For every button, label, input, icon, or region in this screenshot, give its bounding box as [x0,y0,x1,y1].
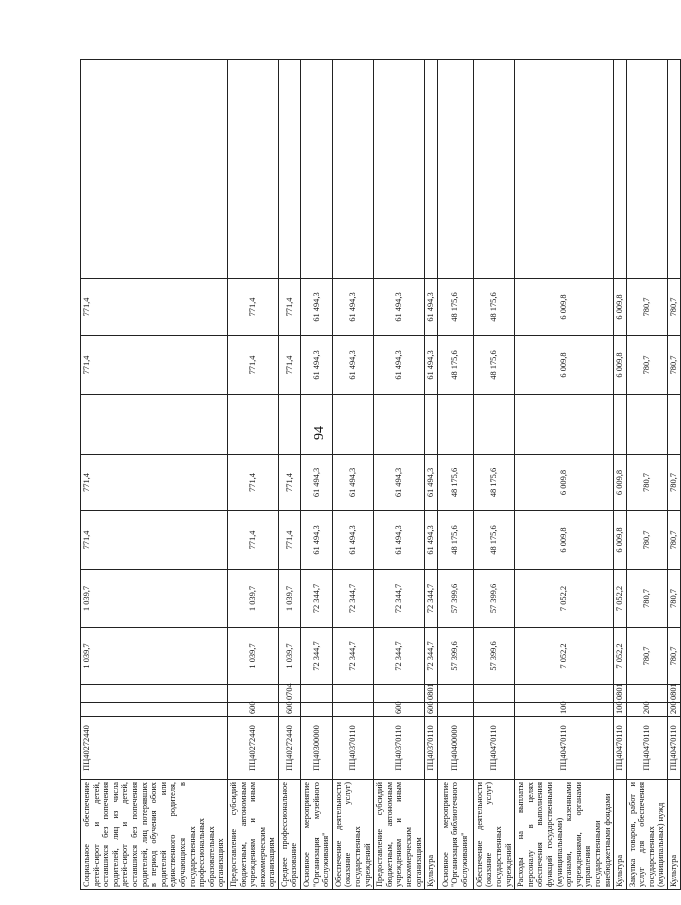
amount-2-cell: 780,7 [668,570,681,628]
expense-type-cell: 100 [515,703,614,717]
amount-4-cell: 6 009,8 [515,455,614,511]
amount-7-cell: 780,7 [668,279,681,336]
amount-3-cell: 61 494,3 [374,511,425,570]
amount-7-cell: 48 175,6 [437,279,473,336]
amount-3-cell: 771,4 [278,511,300,570]
target-code-cell: ПЦ40370110 [425,717,438,780]
target-code-cell: ПЦ40470110 [515,717,614,780]
amount-5-cell [81,395,228,455]
expense-type-cell [473,703,514,717]
page-number: 94 [312,426,327,440]
amount-8-cell [626,60,667,279]
target-code-cell: ПЦ40272440 [227,717,278,780]
amount-3-cell: 48 175,6 [437,511,473,570]
amount-1-cell: 7 052,2 [614,628,627,685]
amount-1-cell: 72 344,7 [374,628,425,685]
amount-4-cell: 6 009,8 [614,455,627,511]
amount-8-cell [425,60,438,279]
target-code-cell: ПЦ40300000 [301,717,333,780]
row-name-cell: Закупка товаров, работ и услуг для обеспечения государственных (муниципальных) нужд [626,780,667,890]
amount-3-cell: 6 009,8 [515,511,614,570]
amount-5-cell [332,395,373,455]
table-body [81,60,681,890]
table-row [473,60,514,890]
amount-4-cell: 61 494,3 [374,455,425,511]
target-code-cell: ПЦ40272440 [278,717,300,780]
amount-8-cell [227,60,278,279]
amount-3-cell: 780,7 [668,511,681,570]
amount-7-cell: 780,7 [626,279,667,336]
expense-type-cell: 600 [374,703,425,717]
rotated-table-container [80,60,679,890]
expense-type-cell: 100 [614,703,627,717]
amount-2-cell: 57 399,6 [473,570,514,628]
amount-8-cell [278,60,300,279]
section-code-cell [227,685,278,703]
expense-type-cell: 200 [626,703,667,717]
row-name-cell: Предоставление субсидий бюджетным, автономным учреждениям и иным некоммерческим организациям [374,780,425,890]
amount-3-cell: 61 494,3 [301,511,333,570]
amount-8-cell [301,60,333,279]
amount-7-cell: 61 494,3 [332,279,373,336]
amount-8-cell [332,60,373,279]
amount-7-cell: 48 175,6 [473,279,514,336]
amount-6-cell: 48 175,6 [473,336,514,395]
amount-2-cell: 7 052,2 [515,570,614,628]
amount-8-cell [668,60,681,279]
amount-7-cell: 61 494,3 [425,279,438,336]
amount-5-cell [301,395,333,455]
amount-5-cell [227,395,278,455]
section-code-cell [81,685,228,703]
table-row [515,60,614,890]
amount-6-cell: 780,7 [668,336,681,395]
row-name-cell: Культура [668,780,681,890]
amount-8-cell [81,60,228,279]
section-code-cell: 0801 [425,685,438,703]
amount-4-cell: 771,4 [227,455,278,511]
expense-type-cell [437,703,473,717]
amount-3-cell: 61 494,3 [332,511,373,570]
amount-4-cell: 48 175,6 [473,455,514,511]
amount-3-cell: 48 175,6 [473,511,514,570]
target-code-cell: ПЦ40470110 [668,717,681,780]
row-name-cell: Основное мероприятие "Организация библиотечного обслуживания" [437,780,473,890]
section-code-cell [301,685,333,703]
amount-6-cell: 48 175,6 [437,336,473,395]
amount-5-cell [515,395,614,455]
amount-6-cell: 6 009,8 [515,336,614,395]
budget-table [80,59,681,890]
expense-type-cell: 200 [668,703,681,717]
amount-6-cell: 61 494,3 [374,336,425,395]
amount-1-cell: 57 399,6 [437,628,473,685]
amount-7-cell: 6 009,8 [614,279,627,336]
amount-2-cell: 72 344,7 [301,570,333,628]
amount-6-cell: 61 494,3 [332,336,373,395]
amount-8-cell [614,60,627,279]
section-code-cell [437,685,473,703]
amount-3-cell: 771,4 [81,511,228,570]
section-code-cell [374,685,425,703]
amount-4-cell: 771,4 [278,455,300,511]
amount-8-cell [437,60,473,279]
section-code-cell [515,685,614,703]
table-row [668,60,681,890]
amount-7-cell: 771,4 [278,279,300,336]
row-name-cell: Расходы на выплаты персоналу в целях обеспечения выполнения функций государственными (муниципальными) органами, казенными учреждениями, органами управления государственными внебюджетными фондами [515,780,614,890]
table-row [278,60,300,890]
section-code-cell: 0704 [278,685,300,703]
row-name-cell: Культура [425,780,438,890]
table-row [332,60,373,890]
expense-type-cell [301,703,333,717]
amount-6-cell: 6 009,8 [614,336,627,395]
row-name-cell: Основное мероприятие "Организация музейного обслуживания" [301,780,333,890]
expense-type-cell [81,703,228,717]
expense-type-cell: 600 [425,703,438,717]
amount-7-cell: 771,4 [81,279,228,336]
amount-8-cell [473,60,514,279]
table-row [227,60,278,890]
amount-5-cell [278,395,300,455]
target-code-cell: ПЦ40370110 [374,717,425,780]
amount-4-cell: 61 494,3 [332,455,373,511]
amount-5-cell [437,395,473,455]
target-code-cell: ПЦ40470110 [473,717,514,780]
row-name-cell: Предоставление субсидий бюджетным, автономным учреждениям и иным некоммерческим организациям [227,780,278,890]
amount-7-cell: 61 494,3 [374,279,425,336]
section-code-cell [332,685,373,703]
section-code-cell: 0801 [614,685,627,703]
amount-4-cell: 48 175,6 [437,455,473,511]
target-code-cell: ПЦ40370110 [332,717,373,780]
amount-7-cell: 6 009,8 [515,279,614,336]
amount-3-cell: 6 009,8 [614,511,627,570]
amount-5-cell [614,395,627,455]
amount-8-cell [374,60,425,279]
amount-1-cell: 57 399,6 [473,628,514,685]
row-name-cell: Обеспечение деятельности (оказание услуг) государственных учреждений [332,780,373,890]
target-code-cell: ПЦ40400000 [437,717,473,780]
amount-4-cell: 61 494,3 [301,455,333,511]
amount-4-cell: 780,7 [668,455,681,511]
row-name-cell: Среднее профессиональное образование [278,780,300,890]
section-code-cell: 0801 [668,685,681,703]
amount-2-cell: 72 344,7 [332,570,373,628]
amount-6-cell: 61 494,3 [301,336,333,395]
amount-1-cell: 780,7 [668,628,681,685]
amount-6-cell: 771,4 [227,336,278,395]
row-name-cell: Культура [614,780,627,890]
row-name-cell: Обеспечение деятельности (оказание услуг) государственных учреждений [473,780,514,890]
amount-6-cell: 771,4 [278,336,300,395]
amount-1-cell: 72 344,7 [425,628,438,685]
amount-1-cell: 72 344,7 [301,628,333,685]
expense-type-cell [332,703,373,717]
table-row [614,60,627,890]
amount-2-cell: 72 344,7 [425,570,438,628]
target-code-cell: ПЦ40272440 [81,717,228,780]
amount-2-cell: 1 039,7 [227,570,278,628]
amount-3-cell: 771,4 [227,511,278,570]
amount-4-cell: 771,4 [81,455,228,511]
table-row [301,60,333,890]
amount-1-cell: 72 344,7 [332,628,373,685]
amount-5-cell [425,395,438,455]
amount-2-cell: 1 039,7 [81,570,228,628]
amount-7-cell: 61 494,3 [301,279,333,336]
amount-2-cell: 1 039,7 [278,570,300,628]
table-row [374,60,425,890]
amount-8-cell [515,60,614,279]
amount-2-cell: 7 052,2 [614,570,627,628]
amount-1-cell: 1 039,7 [227,628,278,685]
amount-6-cell: 61 494,3 [425,336,438,395]
amount-1-cell: 7 052,2 [515,628,614,685]
amount-1-cell: 1 039,7 [81,628,228,685]
amount-6-cell: 780,7 [626,336,667,395]
row-name-cell: Социальное обеспечение детей-сирот и детей, оставшихся без попечения родителей, лиц из числа детей-сирот и детей, оставшихся без попечения родителей, лиц потерявших в период обучения обоих родителей или единственного родителя, обучающихся в государственных профессиональных образовательных организациях [81,780,228,890]
expense-type-cell: 600 [227,703,278,717]
amount-3-cell: 780,7 [626,511,667,570]
amount-5-cell [374,395,425,455]
amount-4-cell: 780,7 [626,455,667,511]
amount-2-cell: 780,7 [626,570,667,628]
table-row [425,60,438,890]
amount-1-cell: 780,7 [626,628,667,685]
amount-1-cell: 1 039,7 [278,628,300,685]
expense-type-cell: 600 [278,703,300,717]
amount-7-cell: 771,4 [227,279,278,336]
amount-3-cell: 61 494,3 [425,511,438,570]
table-row [81,60,228,890]
section-code-cell [626,685,667,703]
amount-5-cell [626,395,667,455]
amount-4-cell: 61 494,3 [425,455,438,511]
table-row [626,60,667,890]
table-row [437,60,473,890]
amount-2-cell: 72 344,7 [374,570,425,628]
amount-5-cell [668,395,681,455]
amount-6-cell: 771,4 [81,336,228,395]
section-code-cell [473,685,514,703]
target-code-cell: ПЦ40470110 [614,717,627,780]
amount-2-cell: 57 399,6 [437,570,473,628]
target-code-cell: ПЦ40470110 [626,717,667,780]
amount-5-cell [473,395,514,455]
